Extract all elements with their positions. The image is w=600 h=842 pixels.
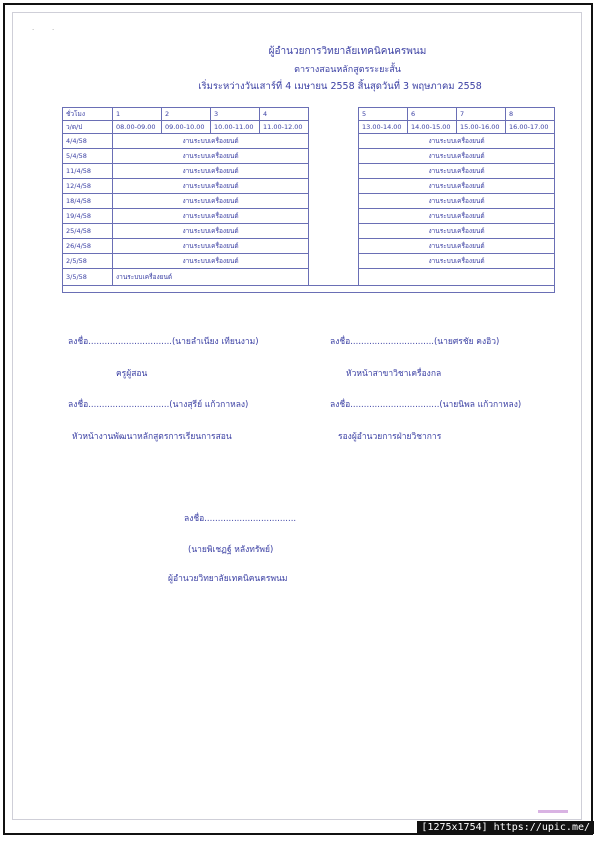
row-date: 12/4/58 (63, 179, 113, 194)
row-lunch-gap (309, 164, 359, 179)
table-row (63, 239, 555, 254)
time-6: 14.00-15.00 (408, 121, 457, 134)
row-morning-subject: งานระบบเครื่องยนต์ (113, 269, 309, 286)
row-date: 25/4/58 (63, 224, 113, 239)
period-row (63, 108, 555, 121)
row-date: 2/5/58 (63, 254, 113, 269)
row-morning-subject: งานระบบเครื่องยนต์ (113, 254, 309, 269)
time-7: 15.00-16.00 (457, 121, 506, 134)
period-2: 2 (162, 108, 211, 121)
signature-line-curriculum-head: ลงชื่อ..............................(นางสุรีย์ แก้วกาหลง) (68, 400, 249, 410)
row-morning-subject: งานระบบเครื่องยนต์ (113, 209, 309, 224)
row-afternoon-subject: งานระบบเครื่องยนต์ (359, 164, 555, 179)
name-director: (นายพิเชฏฐ์ หลังทรัพย์) (188, 545, 274, 555)
time-3: 10.00-11.00 (211, 121, 260, 134)
row-lunch-gap (309, 224, 359, 239)
period-3: 3 (211, 108, 260, 121)
table-row (63, 149, 555, 164)
role-curriculum-head: หัวหน้างานพัฒนาหลักสูตรการเรียนการสอน (72, 432, 232, 442)
row-lunch-gap (309, 149, 359, 164)
period-8: 8 (506, 108, 555, 121)
schedule-body (63, 134, 555, 293)
row-morning-subject: งานระบบเครื่องยนต์ (113, 164, 309, 179)
period-4: 4 (260, 108, 309, 121)
time-1: 08.00-09.00 (113, 121, 162, 134)
image-size-label: [1275x1754] (421, 822, 488, 833)
row-morning-subject: งานระบบเครื่องยนต์ (113, 149, 309, 164)
table-row (63, 209, 555, 224)
time-5: 13.00-14.00 (359, 121, 408, 134)
row-lunch-gap (309, 194, 359, 209)
row-morning-subject: งานระบบเครื่องยนต์ (113, 194, 309, 209)
header-line-2: ตารางสอนหลักสูตรระยะสั้น (294, 65, 401, 75)
row-afternoon-empty (359, 269, 555, 286)
period-7: 7 (457, 108, 506, 121)
row-date: 19/4/58 (63, 209, 113, 224)
row-date: 18/4/58 (63, 194, 113, 209)
image-size-watermark (417, 821, 594, 834)
row-lunch-gap (309, 269, 359, 286)
role-director: ผู้อำนวยวิทยาลัยเทคนิคนครพนม (168, 574, 288, 584)
table-row (63, 164, 555, 179)
corner-bottom: ว/ด/ป (63, 121, 113, 134)
row-afternoon-subject: งานระบบเครื่องยนต์ (359, 239, 555, 254)
table-row-last (63, 269, 555, 286)
row-morning-subject: งานระบบเครื่องยนต์ (113, 179, 309, 194)
scan-color-strip (538, 810, 568, 813)
role-deputy-director: รองผู้อำนวยการฝ่ายวิชาการ (338, 432, 442, 442)
row-date: 3/5/58 (63, 269, 113, 286)
row-lunch-gap (309, 254, 359, 269)
table-bottom-cell (63, 286, 555, 293)
row-date: 26/4/58 (63, 239, 113, 254)
role-teacher: ครูผู้สอน (116, 369, 148, 379)
row-afternoon-subject: งานระบบเครื่องยนต์ (359, 179, 555, 194)
row-date: 4/4/58 (63, 134, 113, 149)
signature-line-director: ลงชื่อ.................................. (184, 514, 297, 524)
time-8: 16.00-17.00 (506, 121, 555, 134)
row-lunch-gap (309, 209, 359, 224)
period-6: 6 (408, 108, 457, 121)
table-row (63, 254, 555, 269)
row-lunch-gap (309, 239, 359, 254)
row-lunch-gap (309, 179, 359, 194)
signature-line-teacher: ลงชื่อ...............................(นายลำเนียง เทียนงาม) (68, 337, 259, 347)
period-1: 1 (113, 108, 162, 121)
table-row (63, 134, 555, 149)
period-5: 5 (359, 108, 408, 121)
time-4: 11.00-12.00 (260, 121, 309, 134)
header-line-1: ผู้อำนวยการวิทยาลัยเทคนิคนครพนม (268, 46, 427, 57)
site-link[interactable]: https://upic.me/ (493, 822, 590, 833)
row-date: 11/4/58 (63, 164, 113, 179)
row-afternoon-subject: งานระบบเครื่องยนต์ (359, 254, 555, 269)
table-row (63, 194, 555, 209)
header-line-3: เริ่มระหว่างวันเสาร์ที่ 4 เมษายน 2558 สิ้นสุดวันที่ 3 พฤษภาคม 2558 (198, 81, 482, 92)
row-morning-subject: งานระบบเครื่องยนต์ (113, 224, 309, 239)
row-date: 5/4/58 (63, 149, 113, 164)
signature-line-deputy-director: ลงชื่อ.................................(นายนิพล แก้วกาหลง) (330, 400, 522, 410)
row-morning-subject: งานระบบเครื่องยนต์ (113, 239, 309, 254)
row-afternoon-subject: งานระบบเครื่องยนต์ (359, 224, 555, 239)
row-lunch-gap (309, 134, 359, 149)
row-afternoon-subject: งานระบบเครื่องยนต์ (359, 194, 555, 209)
table-row (63, 179, 555, 194)
table-bottom-rule (63, 286, 555, 293)
row-afternoon-subject: งานระบบเครื่องยนต์ (359, 149, 555, 164)
row-afternoon-subject: งานระบบเครื่องยนต์ (359, 209, 555, 224)
corner-top: ชั่วโมง (63, 108, 113, 121)
table-row (63, 224, 555, 239)
lunch-gap (309, 108, 359, 134)
signature-line-dept-head: ลงชื่อ...............................(นายศรชัย คงอิว) (330, 337, 500, 347)
scan-speck: · · (32, 26, 55, 34)
row-morning-subject: งานระบบเครื่องยนต์ (113, 134, 309, 149)
schedule-table (62, 107, 555, 293)
role-dept-head: หัวหน้าสาขาวิชาเครื่องกล (346, 369, 442, 379)
row-afternoon-subject: งานระบบเครื่องยนต์ (359, 134, 555, 149)
time-2: 09.00-10.00 (162, 121, 211, 134)
